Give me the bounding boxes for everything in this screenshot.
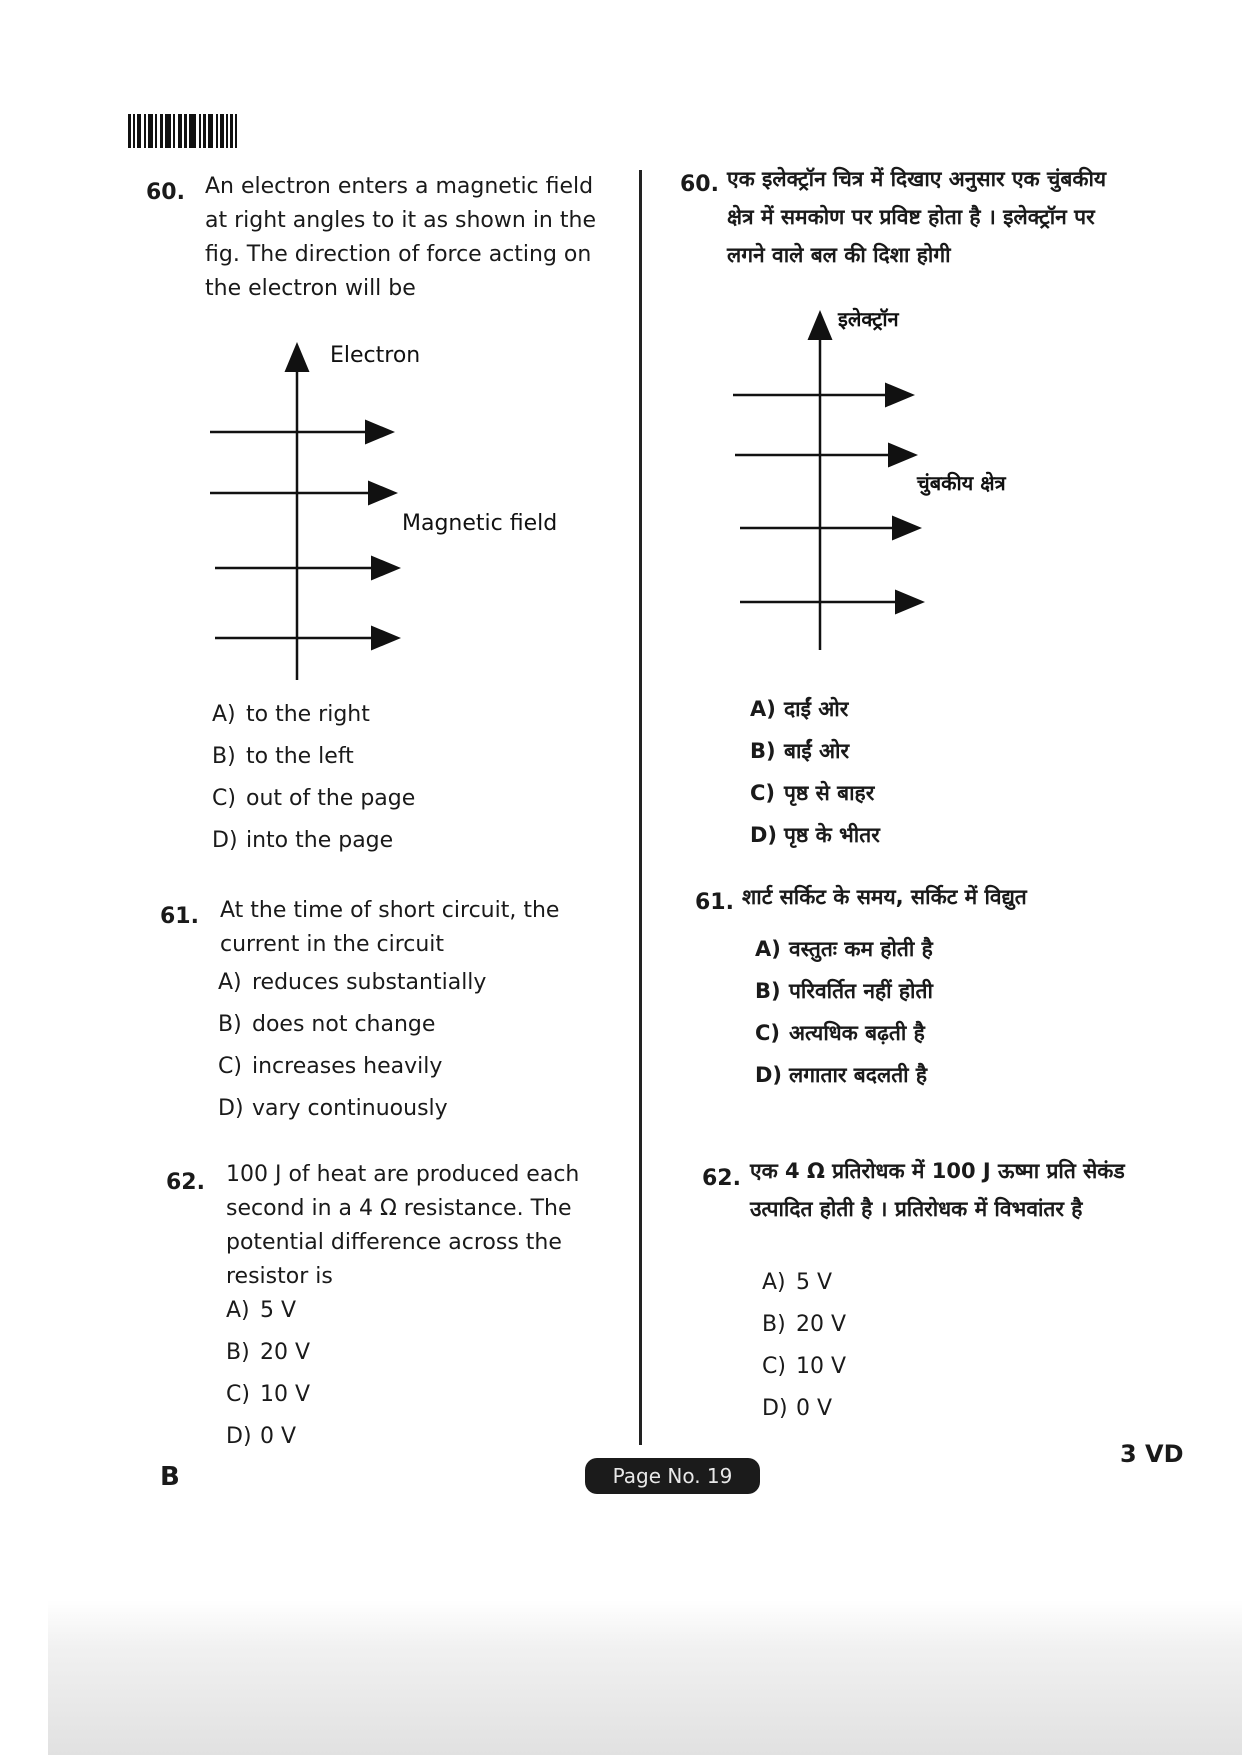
- question-line: एक इलेक्ट्रॉन चित्र में दिखाए अनुसार एक चुंबकीय: [727, 167, 1107, 191]
- question-number: 62.: [166, 1170, 205, 1195]
- question-line: शार्ट सर्किट के समय, सर्किट में विद्युत: [742, 885, 1027, 909]
- option-a[interactable]: A) reduces substantially: [218, 970, 487, 995]
- option-d[interactable]: D) लगातार बदलती है: [755, 1063, 928, 1087]
- option-b[interactable]: B) does not change: [218, 1012, 436, 1037]
- question-number: 61.: [695, 890, 734, 915]
- option-c[interactable]: C) increases heavily: [218, 1054, 443, 1079]
- question-text: [226, 1158, 621, 1294]
- options-list: [755, 928, 933, 1096]
- option-d[interactable]: D) 0 V: [226, 1424, 297, 1449]
- question-text: [727, 160, 1207, 274]
- option-a[interactable]: A) to the right: [212, 702, 370, 727]
- option-b[interactable]: B) to the left: [212, 744, 354, 769]
- question-text: [750, 1152, 1210, 1228]
- column-divider: [639, 170, 642, 1445]
- options-list: [218, 962, 486, 1130]
- option-b[interactable]: B) 20 V: [762, 1312, 847, 1337]
- options-list: [212, 694, 415, 862]
- option-d[interactable]: D) 0 V: [762, 1396, 833, 1421]
- question-number: 60.: [680, 172, 719, 197]
- page-number-badge: Page No. 19: [585, 1458, 760, 1494]
- question-line: उत्पादित होती है । प्रतिरोधक में विभवांतर है: [750, 1197, 1083, 1221]
- option-a[interactable]: A) दाईं ओर: [750, 697, 849, 721]
- options-list: [226, 1290, 310, 1458]
- question-number: 61.: [160, 904, 199, 929]
- option-d[interactable]: D) vary continuously: [218, 1096, 448, 1121]
- question-line: क्षेत्र में समकोण पर प्रविष्ट होता है । इलेक्ट्रॉन पर: [727, 205, 1095, 229]
- option-d[interactable]: D) पृष्ठ के भीतर: [750, 823, 880, 847]
- question-line: 100 J of heat are produced each: [226, 1162, 580, 1187]
- booklet-code: 3 VD: [1120, 1440, 1184, 1468]
- question-line: the electron will be: [205, 276, 416, 301]
- question-line: second in a 4 Ω resistance. The: [226, 1196, 572, 1221]
- barcode: [128, 114, 246, 148]
- option-b[interactable]: B) बाईं ओर: [750, 739, 850, 763]
- question-text: [742, 878, 1182, 916]
- option-d[interactable]: D) into the page: [212, 828, 394, 853]
- question-number: 60.: [146, 180, 185, 205]
- option-c[interactable]: C) 10 V: [762, 1354, 847, 1379]
- magnetic-field-diagram: [725, 300, 1055, 660]
- magnetic-field-diagram: [200, 335, 620, 690]
- magnetic-field-label: चुंबकीय क्षेत्र: [917, 471, 1006, 495]
- option-a[interactable]: A) वस्तुतः कम होती है: [755, 937, 933, 961]
- option-b[interactable]: B) परिवर्तित नहीं होती: [755, 979, 933, 1003]
- option-c[interactable]: C) 10 V: [226, 1382, 311, 1407]
- series-letter: B: [160, 1462, 180, 1492]
- question-line: current in the circuit: [220, 932, 445, 957]
- option-b[interactable]: B) 20 V: [226, 1340, 311, 1365]
- question-line: एक 4 Ω प्रतिरोधक में 100 J ऊष्मा प्रति सेकंड: [750, 1159, 1125, 1183]
- option-c[interactable]: C) अत्यधिक बढ़ती है: [755, 1021, 925, 1045]
- question-line: resistor is: [226, 1264, 333, 1289]
- scan-shadow: [48, 1600, 1242, 1755]
- question-line: at right angles to it as shown in the: [205, 208, 596, 233]
- question-line: potential difference across the: [226, 1230, 562, 1255]
- option-a[interactable]: A) 5 V: [226, 1298, 297, 1323]
- question-number: 62.: [702, 1166, 741, 1191]
- options-list: [750, 688, 880, 856]
- question-text: [220, 894, 620, 962]
- question-line: fig. The direction of force acting on: [205, 242, 592, 267]
- question-line: लगने वाले बल की दिशा होगी: [727, 243, 951, 267]
- option-a[interactable]: A) 5 V: [762, 1270, 833, 1295]
- options-list: [762, 1262, 846, 1430]
- electron-label: Electron: [330, 343, 421, 368]
- question-text: [205, 170, 615, 306]
- electron-label: इलेक्ट्रॉन: [838, 307, 899, 331]
- option-c[interactable]: C) out of the page: [212, 786, 416, 811]
- magnetic-field-label: Magnetic field: [402, 511, 558, 536]
- question-line: An electron enters a magnetic field: [205, 174, 594, 199]
- question-line: At the time of short circuit, the: [220, 898, 560, 923]
- option-c[interactable]: C) पृष्ठ से बाहर: [750, 781, 875, 805]
